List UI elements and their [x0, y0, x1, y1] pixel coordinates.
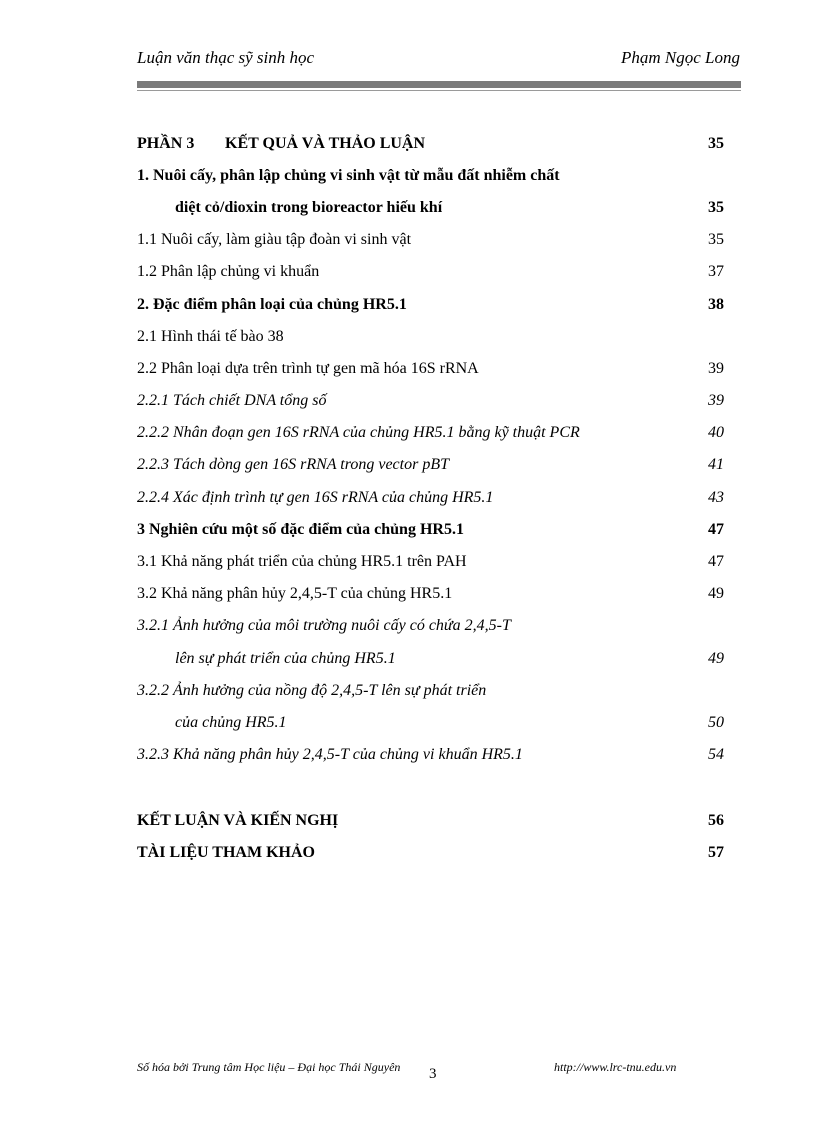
toc-section-text: 1.2 Phân lập chủng vi khuẩn [137, 263, 320, 280]
header-thesis-title: Luận văn thạc sỹ sinh học [137, 48, 315, 67]
toc-section-text: 2.2.1 Tách chiết DNA tổng số [137, 392, 327, 409]
toc-page-number: 47 [708, 521, 724, 538]
toc-section-text: 2.2 Phân loại dựa trên trình tự gen mã hóa 16S rRNA [137, 360, 479, 377]
toc-page-number: 41 [708, 456, 724, 473]
toc-section-text: 3.2.1 Ảnh hưởng của môi trường nuôi cấy có chứa 2,4,5-T [137, 617, 511, 634]
toc-section-text: 3.1 Khả năng phát triển của chủng HR5.1 trên PAH [137, 553, 467, 570]
header-author: Phạm Ngọc Long [621, 48, 740, 67]
toc-part-title: KẾT QUẢ VÀ THẢO LUẬN [225, 135, 426, 152]
toc-part-label: PHẦN 3 [137, 135, 195, 152]
toc-section-text: 3.2.3 Khả năng phân hủy 2,4,5-T của chủng vi khuẩn HR5.1 [137, 746, 523, 763]
toc-page-number: 49 [708, 585, 724, 602]
header-rule-thin [137, 90, 741, 91]
toc-page-number: 47 [708, 553, 724, 570]
toc-page-number: 35 [708, 135, 724, 152]
toc-page-number: 35 [708, 199, 724, 216]
toc-page-number: 39 [708, 392, 724, 409]
toc-section-text: 3.2.2 Ảnh hưởng của nồng độ 2,4,5-T lên sự phát triển [137, 682, 487, 699]
toc-section-text: 3 Nghiên cứu một số đặc điểm của chủng HR5.1 [137, 521, 464, 538]
toc-page-number: 35 [708, 231, 724, 248]
footer-digitized-by: Số hóa bởi Trung tâm Học liệu – Đại học Thái Nguyên [137, 1060, 401, 1074]
toc-page-number: 40 [708, 424, 724, 441]
toc-page-number: 54 [708, 746, 724, 763]
toc-page-number: 50 [708, 714, 724, 731]
toc-section-text: 2. Đặc điểm phân loại của chủng HR5.1 [137, 296, 407, 313]
page-number: 3 [429, 1066, 437, 1082]
toc-page-number: 39 [708, 360, 724, 377]
toc-section-text: của chủng HR5.1 [175, 714, 287, 731]
toc-section-text: 1.1 Nuôi cấy, làm giàu tập đoàn vi sinh vật [137, 231, 412, 248]
toc-section-text: 2.2.3 Tách dòng gen 16S rRNA trong vector pBT [137, 456, 449, 473]
toc-page-number: 56 [708, 812, 724, 829]
toc-section-text: 2.2.4 Xác định trình tự gen 16S rRNA của chủng HR5.1 [137, 489, 494, 506]
toc-section-text: diệt cỏ/dioxin trong bioreactor hiếu khí [175, 199, 443, 216]
toc-section-text: TÀI LIỆU THAM KHẢO [137, 844, 315, 861]
toc-section-text: KẾT LUẬN VÀ KIẾN NGHỊ [137, 812, 339, 829]
toc-page-number: 43 [708, 489, 724, 506]
footer-url-link[interactable]: http://www.lrc-tnu.edu.vn [554, 1060, 677, 1074]
toc-section-text: lên sự phát triển của chủng HR5.1 [175, 650, 396, 667]
toc-page-number: 57 [708, 844, 724, 861]
toc-section-text: 2.2.2 Nhân đoạn gen 16S rRNA của chủng HR5.1 bằng kỹ thuật PCR [137, 424, 580, 441]
toc-page-number: 38 [708, 296, 724, 313]
toc-section-text: 2.1 Hình thái tế bào 38 [137, 328, 284, 345]
toc-page-number: 37 [708, 263, 724, 280]
toc-page-number: 49 [708, 650, 724, 667]
toc-section-text: 1. Nuôi cấy, phân lập chủng vi sinh vật từ mẫu đất nhiễm chất [137, 167, 560, 184]
toc-section-text: 3.2 Khả năng phân hủy 2,4,5-T của chủng HR5.1 [137, 585, 453, 602]
header-rule [137, 81, 741, 88]
